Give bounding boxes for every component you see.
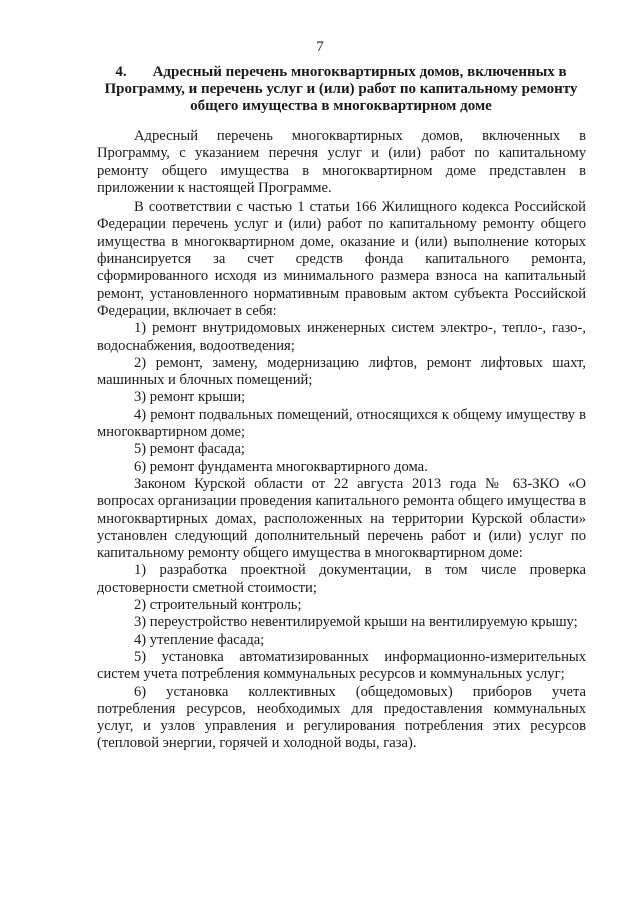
paragraph-regional-law: Законом Курской области от 22 августа 2013 года № 63-ЗКО «О вопросах организации проведения капитального ремонта общего имущества в многоквартирных домах, расположенных на территории Курской области» установлен следующий дополнительный перечень работ и (или) услуг по капитальному ремонту общего имущества в многоквартирном доме: (97, 475, 586, 562)
page-number: 7 (316, 39, 324, 55)
extra-list-item-4: 4) утепление фасада; (134, 631, 265, 648)
list-item-6: 6) ремонт фундамента многоквартирного дома. (134, 458, 428, 475)
extra-list-item-2: 2) строительный контроль; (134, 597, 302, 614)
extra-list-item-6: 6) установка коллективных (общедомовых) приборов учета потребления ресурсов, необходимых для предоставления коммунальных услуг, и узлов управления и регулирования потребления этих ресурсов (тепловой энергии, горячей и холодной воды, газа). (97, 683, 586, 752)
extra-list-item-5: 5) установка автоматизированных информационно-измерительных систем учета потребления коммунальных ресурсов и коммунальных услуг; (97, 648, 586, 683)
paragraph-intro: Адресный перечень многоквартирных домов, включенных в Программу, с указанием перечня услуг и (или) работ по капитальному ремонту общего имущества в многоквартирном доме представлен в приложении к настоящей Программе. (97, 128, 586, 196)
section-heading (96, 64, 586, 115)
paragraph-law-reference: В соответствии с частью 1 статьи 166 Жилищного кодекса Российской Федерации перечень услуг и (или) работ по капитальному ремонту общего имущества в многоквартирном доме, оказание и (или) выполнение которых финансируется за счет средств фонда капитального ремонта, сформированного исходя из минимального размера взноса на капитальный ремонт, установленного нормативным правовым актом субъекта Российской Федерации, включает в себя: (97, 199, 586, 319)
list-item-4: 4) ремонт подвальных помещений, относящихся к общему имуществу в многоквартирном доме; (97, 406, 586, 441)
body-text (97, 128, 586, 753)
section-number: 4. (115, 64, 127, 80)
section-title: Адресный перечень многоквартирных домов, включенных в Программу, и перечень услуг и (или) работ по капитальному ремонту общего имущества в многоквартирном доме (104, 64, 578, 114)
list-item-1: 1) ремонт внутридомовых инженерных систем электро-, тепло-, газо-, водоснабжения, водоотведения; (97, 320, 586, 354)
list-item-5: 5) ремонт фасада; (134, 441, 245, 458)
list-item-3: 3) ремонт крыши; (134, 389, 246, 406)
extra-list-item-1: 1) разработка проектной документации, в том числе проверка достоверности сметной стоимости; (97, 562, 586, 596)
extra-list-item-3: 3) переустройство невентилируемой крыши на вентилируемую крышу; (134, 614, 578, 631)
list-item-2: 2) ремонт, замену, модернизацию лифтов, ремонт лифтовых шахт, машинных и блочных помещений; (97, 354, 586, 389)
